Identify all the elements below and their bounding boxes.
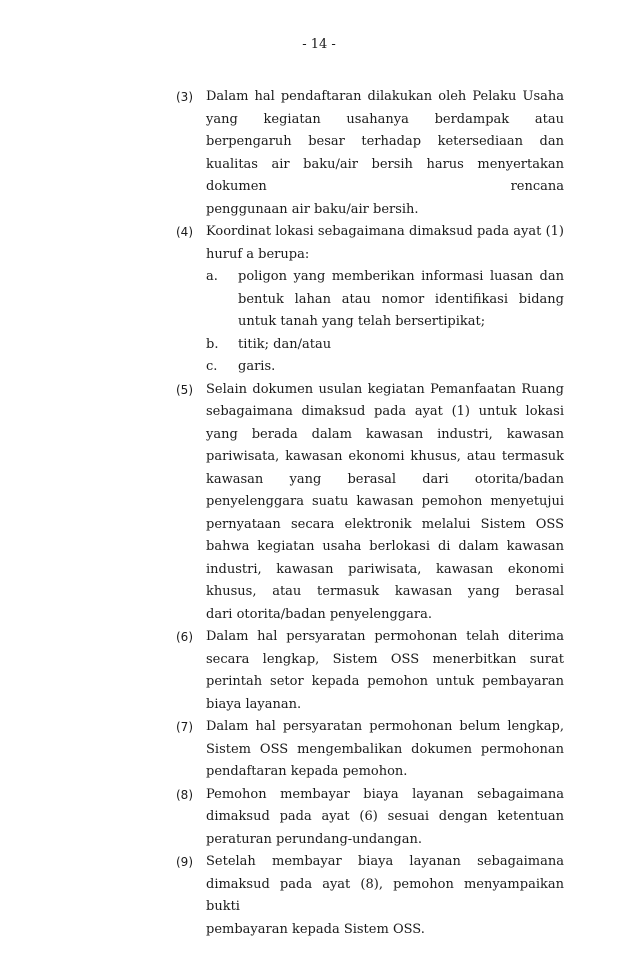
- paragraph-text-tail: peraturan perundang-undangan.: [206, 831, 422, 847]
- paragraph-text: Dalam hal persyaratan permohonan telah diterima secara lengkap, Sistem OSS menerbitkan surat perintah setor kepada pemohon untuk pembayaran biaya layanan.: [206, 629, 564, 712]
- paragraph-text: Koordinat lokasi sebagaimana dimaksud pada ayat (1) huruf a berupa:: [206, 224, 564, 262]
- paragraph-number: (5): [176, 382, 193, 397]
- paragraph-number: (6): [176, 630, 193, 644]
- list-item-text: garis.: [238, 359, 276, 374]
- paragraph-9: [176, 851, 564, 941]
- document-body: [176, 86, 564, 941]
- paragraph-number: (7): [176, 720, 193, 734]
- paragraph-6: [176, 626, 564, 716]
- paragraph-number: (8): [176, 787, 193, 802]
- list-item-b: [206, 334, 564, 357]
- paragraph-text: Dalam hal persyaratan permohonan belum lengkap, Sistem OSS mengembalikan dokumen permohonan: [206, 719, 564, 757]
- paragraph-number: (3): [176, 90, 193, 104]
- list-item-text: titik; dan/atau: [238, 336, 332, 352]
- paragraph-text-tail: dari otorita/badan penyelenggara.: [206, 606, 432, 622]
- paragraph-number: (9): [176, 855, 193, 869]
- list-item-a: [206, 266, 564, 334]
- paragraph-4: [176, 221, 564, 379]
- list-item-text: poligon yang memberikan informasi luasan dan bentuk lahan atau nomor identifikasi bidang untuk tanah yang telah bersertipikat;: [238, 269, 564, 329]
- paragraph-text-tail: penggunaan air baku/air bersih.: [206, 201, 419, 217]
- paragraph-3: [176, 86, 564, 221]
- paragraph-text-tail: pendaftaran kepada pemohon.: [206, 764, 408, 779]
- list-letter: a.: [206, 269, 218, 284]
- list-letter: b.: [206, 336, 219, 352]
- paragraph-text: Dalam hal pendaftaran dilakukan oleh Pelaku Usaha yang kegiatan usahanya berdampak atau berpengaruh besar terhadap ketersediaan dan kualitas air baku/air bersih harus menyertakan dokumen rencana: [206, 89, 564, 194]
- paragraph-text: Selain dokumen usulan kegiatan Pemanfaatan Ruang sebagaimana dimaksud pada ayat (1) untuk lokasi yang berada dalam kawasan industri, kawasan pariwisata, kawasan ekonomi khusus, atau termasuk kawasan yang berasal dari otorita/badan penyelenggara suatu kawasan pemohon menyetujui pernyataan secara elektronik melalui Sistem OSS bahwa kegiatan usaha berlokasi di dalam kawasan industri, kawasan pariwisata, kawasan ekonomi khusus, atau termasuk kawasan yang berasal: [206, 381, 564, 599]
- paragraph-text: Pemohon membayar biaya layanan sebagaimana dimaksud pada ayat (6) sesuai dengan ketentuan: [206, 786, 564, 824]
- list-item-c: [206, 356, 564, 379]
- page-number: - 14 -: [302, 37, 336, 52]
- paragraph-7: [176, 716, 564, 784]
- paragraph-8: [176, 784, 564, 852]
- paragraph-text: Setelah membayar biaya layanan sebagaimana dimaksud pada ayat (8), pemohon menyampaikan bukti: [206, 854, 564, 914]
- paragraph-5: [176, 379, 564, 627]
- paragraph-text-tail: pembayaran kepada Sistem OSS.: [206, 921, 425, 937]
- paragraph-number: (4): [176, 225, 193, 239]
- list-letter: c.: [206, 359, 218, 374]
